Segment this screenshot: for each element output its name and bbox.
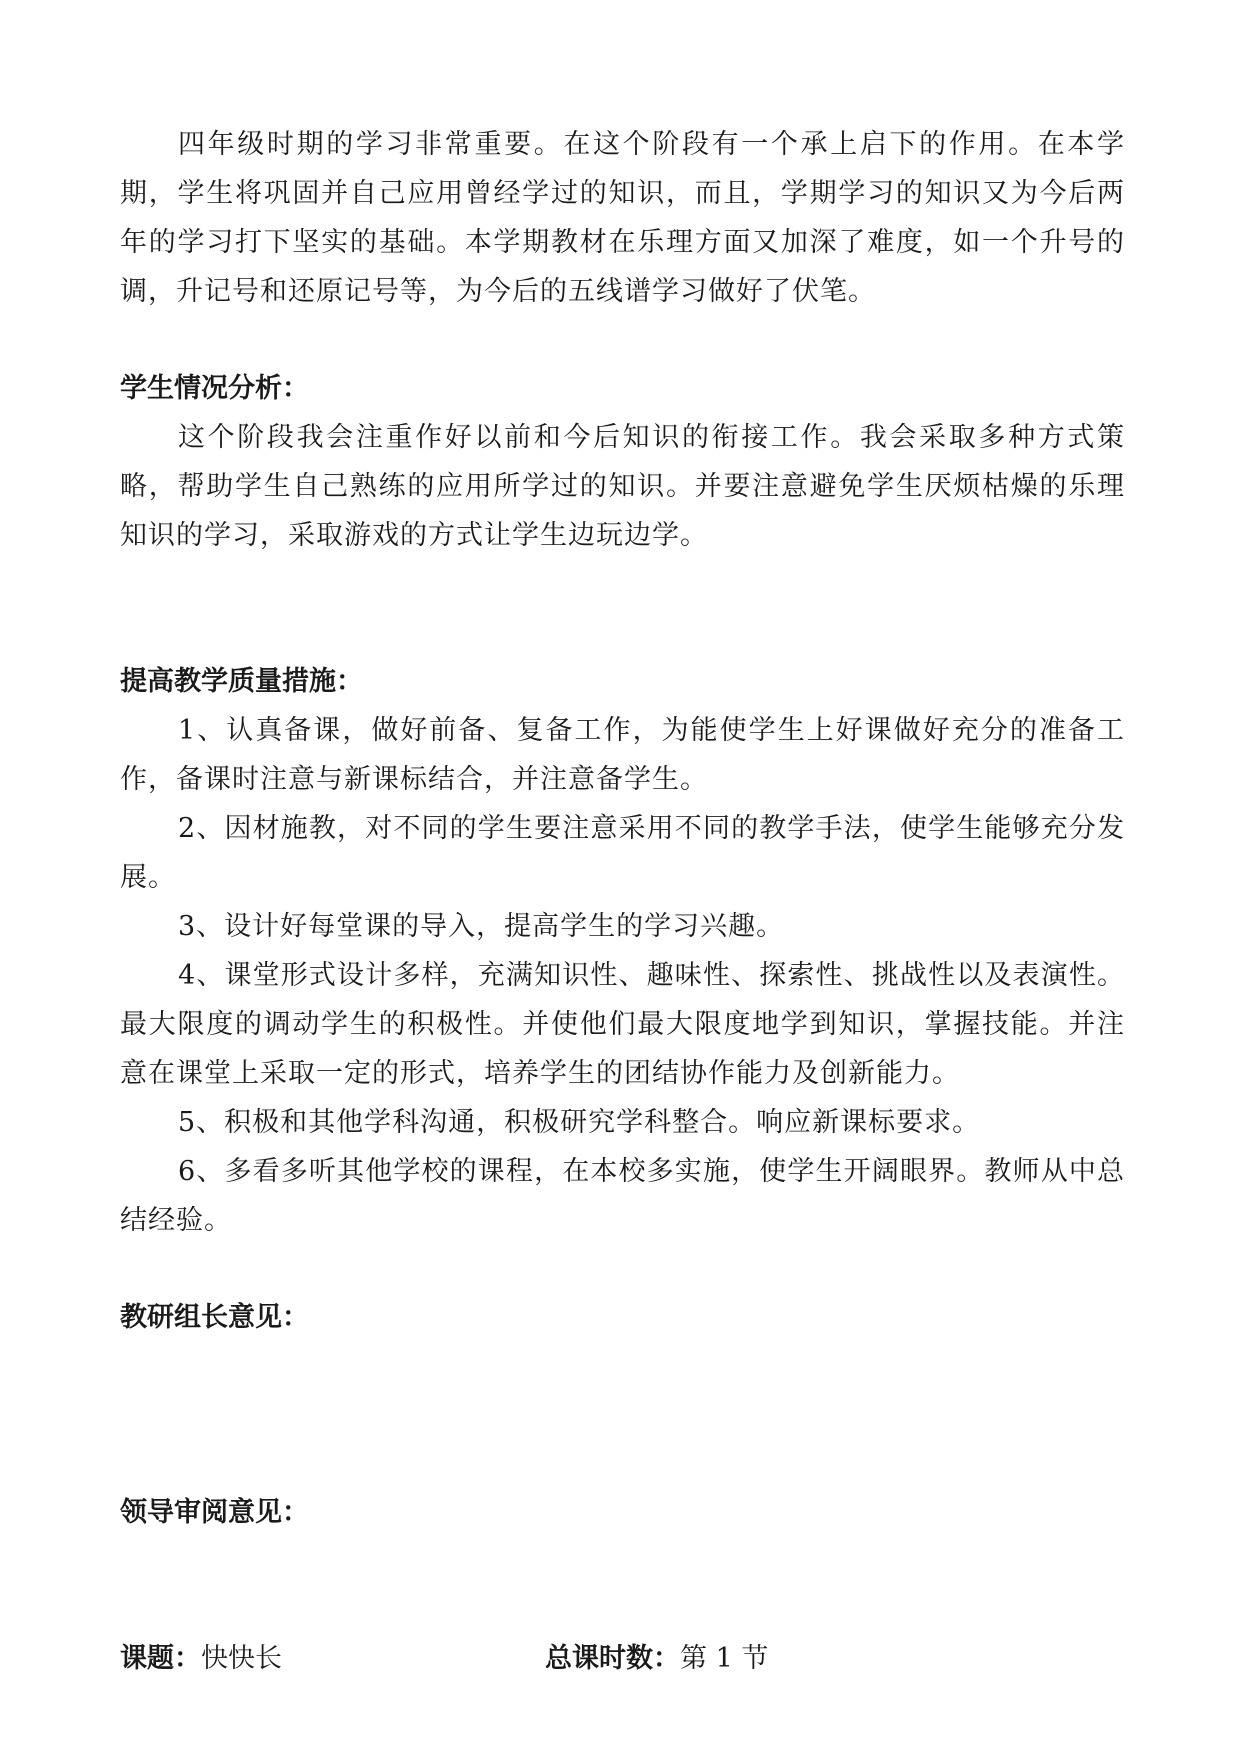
document-page bbox=[120, 120, 1125, 1683]
leader-review-opinion-heading: 领导审阅意见： bbox=[120, 1497, 309, 1528]
topic-field bbox=[120, 1634, 545, 1683]
measure-item-3: 3、设计好每堂课的导入，提高学生的学习兴趣。 bbox=[178, 911, 785, 942]
topic-value: 快快长 bbox=[201, 1643, 282, 1674]
lesson-info-row bbox=[120, 1634, 1125, 1683]
intro-paragraph: 四年级时期的学习非常重要。在这个阶段有一个承上启下的作用。在本学期，学生将巩固并自己应用曾经学过的知识，而且，学期学习的知识又为今后两年的学习打下坚实的基础。本学期教材在乐理方面又加深了难度，如一个升号的调，升记号和还原记号等，为今后的五线谱学习做好了伏笔。 bbox=[120, 129, 1125, 307]
topic-label: 课题： bbox=[120, 1643, 201, 1674]
total-hours-label: 总课时数： bbox=[545, 1643, 680, 1674]
student-analysis-heading: 学生情况分析： bbox=[120, 373, 309, 404]
measure-item-2: 2、因材施教，对不同的学生要注意采用不同的教学手法，使学生能够充分发展。 bbox=[120, 813, 1125, 893]
spacer bbox=[120, 1245, 1125, 1293]
spacer bbox=[120, 1342, 1125, 1488]
spacer bbox=[120, 1537, 1125, 1634]
measure-item-4: 4、课堂形式设计多样，充满知识性、趣味性、探索性、挑战性以及表演性。最大限度的调动学生的积极性。并使他们最大限度地学到知识，掌握技能。并注意在课堂上采取一定的形式，培养学生的团结协作能力及创新能力。 bbox=[120, 960, 1125, 1089]
group-leader-opinion-heading: 教研组长意见： bbox=[120, 1302, 309, 1333]
spacer bbox=[120, 560, 1125, 657]
measure-item-5: 5、积极和其他学科沟通，积极研究学科整合。响应新课标要求。 bbox=[178, 1107, 981, 1138]
spacer bbox=[120, 316, 1125, 364]
measures-heading: 提高教学质量措施： bbox=[120, 666, 363, 697]
measure-item-1: 1、认真备课，做好前备、复备工作，为能使学生上好课做好充分的准备工作，备课时注意与新课标结合，并注意备学生。 bbox=[120, 715, 1125, 795]
total-hours-field bbox=[545, 1634, 768, 1683]
total-hours-value: 第 1 节 bbox=[680, 1643, 769, 1674]
student-analysis-paragraph: 这个阶段我会注重作好以前和今后知识的衔接工作。我会采取多种方式策略，帮助学生自己熟练的应用所学过的知识。并要注意避免学生厌烦枯燥的乐理知识的学习，采取游戏的方式让学生边玩边学。 bbox=[120, 422, 1125, 551]
measure-item-6: 6、多看多听其他学校的课程，在本校多实施，使学生开阔眼界。教师从中总结经验。 bbox=[120, 1156, 1125, 1236]
